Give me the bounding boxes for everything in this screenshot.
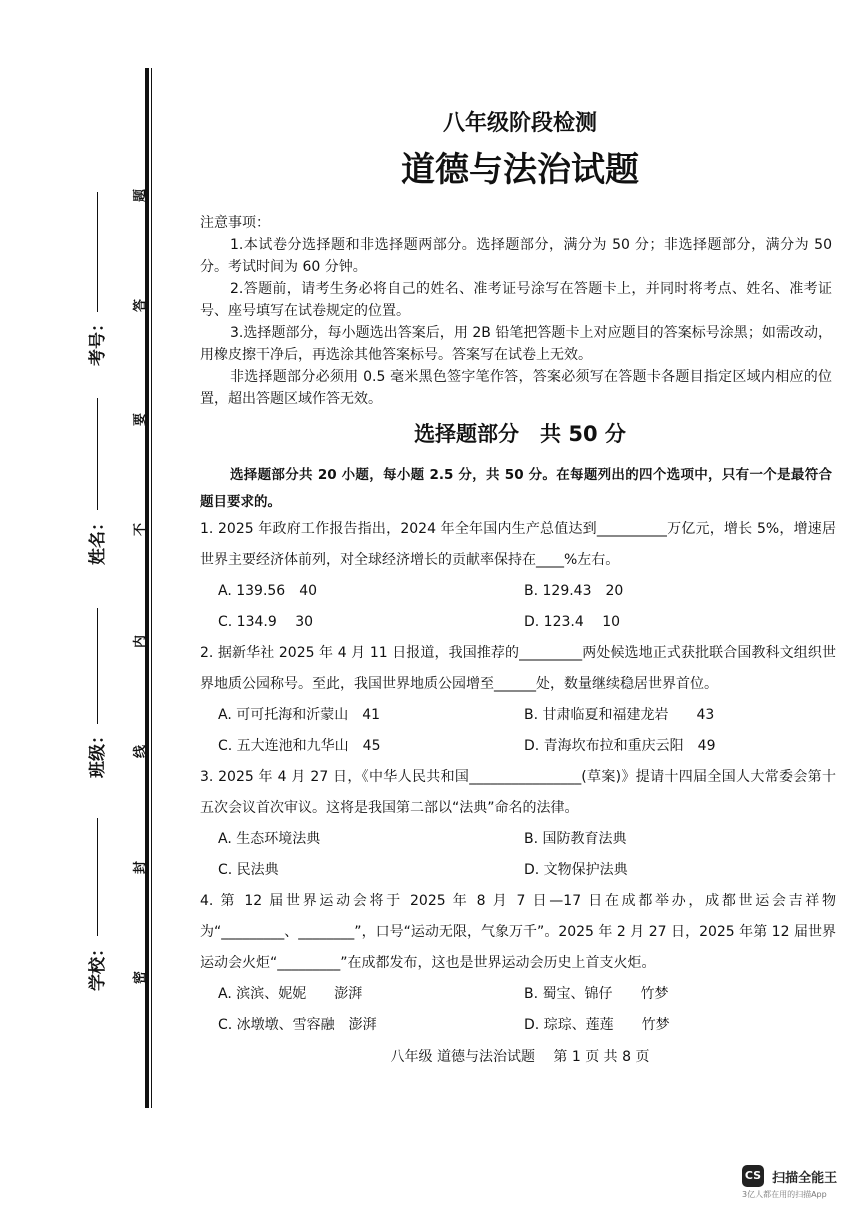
option-b: B. 129.43 20 xyxy=(524,583,624,599)
option-group xyxy=(200,824,836,886)
question-3 xyxy=(200,762,836,886)
watermark-app-name: 扫描全能王 xyxy=(772,1170,838,1186)
exam-number-label: 考号： xyxy=(88,315,108,366)
watermark-tagline: 3亿人都在用的扫描App xyxy=(742,1190,827,1199)
notice-block xyxy=(200,212,832,410)
scanner-watermark xyxy=(742,1165,837,1200)
option-c: C. 冰墩墩、雪容融 澎湃 xyxy=(218,1017,377,1033)
option-group xyxy=(200,979,836,1041)
question-1 xyxy=(200,514,836,638)
option-c: C. 五大连池和九华山 45 xyxy=(218,738,381,754)
question-stem: 2. 据新华社 2025 年 4 月 11 日报道，我国推荐的_________两处候选地正式获批联合国教科文组织世界地质公园称号。至此，我国世界地质公园增至______处，数量继续稳居世界首位。 xyxy=(200,645,836,692)
option-b: B. 国防教育法典 xyxy=(524,831,627,847)
option-group xyxy=(200,700,836,762)
page-footer: 八年级 道德与法治试题 第 1 页 共 8 页 xyxy=(390,1049,650,1065)
option-a: A. 生态环境法典 xyxy=(218,831,321,847)
class-label: 班级： xyxy=(88,727,108,778)
class-blank xyxy=(97,608,98,724)
name-blank xyxy=(97,398,98,510)
section-title: 选择题部分 共 50 分 xyxy=(414,422,626,446)
school-label: 学校： xyxy=(88,940,108,991)
question-list xyxy=(200,514,836,1041)
school-blank xyxy=(97,818,98,936)
option-d: D. 青海坎布拉和重庆云阳 49 xyxy=(524,738,716,754)
seal-char: 线 xyxy=(133,744,149,759)
seal-char: 答 xyxy=(133,298,149,313)
seal-char: 封 xyxy=(133,860,149,875)
question-stem: 3. 2025 年 4 月 27 日，《中华人民共和国________________(草案)》提请十四届全国人大常委会第十五次会议首次审议。这将是我国第二部以“法典”命名的法律。 xyxy=(200,769,836,816)
section-instruction: 选择题部分共 20 小题，每小题 2.5 分，共 50 分。在每题列出的四个选项中，只有一个是最符合题目要求的。 xyxy=(200,467,832,510)
notice-item: 2.答题前，请考生务必将自己的姓名、准考证号涂写在答题卡上，并同时将考点、姓名、准考证号、座号填写在试卷规定的位置。 xyxy=(200,281,832,319)
question-stem: 1. 2025 年政府工作报告指出，2024 年全年国内生产总值达到__________万亿元，增长 5%，增速居世界主要经济体前列，对全球经济增长的贡献率保持在____%左右。 xyxy=(200,521,836,568)
notice-heading: 注意事项： xyxy=(200,215,270,231)
seal-char: 要 xyxy=(133,412,149,427)
question-stem: 4. 第 12 届世界运动会将于 2025 年 8 月 7 日—17 日在成都举办，成都世运会吉祥物为“_________、________”，口号“运动无限，气象万千”。2025 年 2 月 27 日，2025 年第 12 届世界运动会火炬“_________”在成都发布，这也是世界运动会历史上首支火炬。 xyxy=(200,893,836,971)
seal-char: 题 xyxy=(133,188,149,203)
notice-item: 非选择题部分必须用 0.5 毫米黑色签字笔作答，答案必须写在答题卡各题目指定区域内相应的位置，超出答题区域作答无效。 xyxy=(200,369,832,407)
seal-char: 不 xyxy=(133,522,149,537)
binding-margin-rule-thin xyxy=(151,68,152,1108)
option-b: B. 甘肃临夏和福建龙岩 43 xyxy=(524,707,715,723)
option-c: C. 民法典 xyxy=(218,862,279,878)
camscanner-logo-icon: CS xyxy=(742,1165,764,1187)
exam-number-blank xyxy=(97,192,98,312)
option-d: D. 文物保护法典 xyxy=(524,862,628,878)
option-c: C. 134.9 30 xyxy=(218,614,314,630)
binding-margin-rule xyxy=(145,68,149,1108)
exam-grade-heading: 八年级阶段检测 xyxy=(442,111,597,136)
option-a: A. 可可托海和沂蒙山 41 xyxy=(218,707,381,723)
question-4 xyxy=(200,886,836,1041)
notice-item: 1.本试卷分选择题和非选择题两部分。选择题部分，满分为 50 分；非选择题部分，满分为 50 分。考试时间为 60 分钟。 xyxy=(200,237,832,275)
notice-item: 3.选择题部分，每小题选出答案后，用 2B 铅笔把答题卡上对应题目的答案标号涂黑；如需改动，用橡皮擦干净后，再选涂其他答案标号。答案写在试卷上无效。 xyxy=(200,325,832,363)
question-2 xyxy=(200,638,836,762)
option-group xyxy=(200,576,836,638)
option-a: A. 滨滨、妮妮 澎湃 xyxy=(218,986,363,1002)
option-d: D. 琮琮、莲莲 竹梦 xyxy=(524,1017,670,1033)
option-d: D. 123.4 10 xyxy=(524,614,621,630)
seal-char: 密 xyxy=(133,970,149,985)
exam-title: 道德与法治试题 xyxy=(401,150,639,190)
option-a: A. 139.56 40 xyxy=(218,583,318,599)
name-label: 姓名： xyxy=(88,514,108,565)
option-b: B. 蜀宝、锦仔 竹梦 xyxy=(524,986,669,1002)
seal-char: 内 xyxy=(133,634,149,649)
